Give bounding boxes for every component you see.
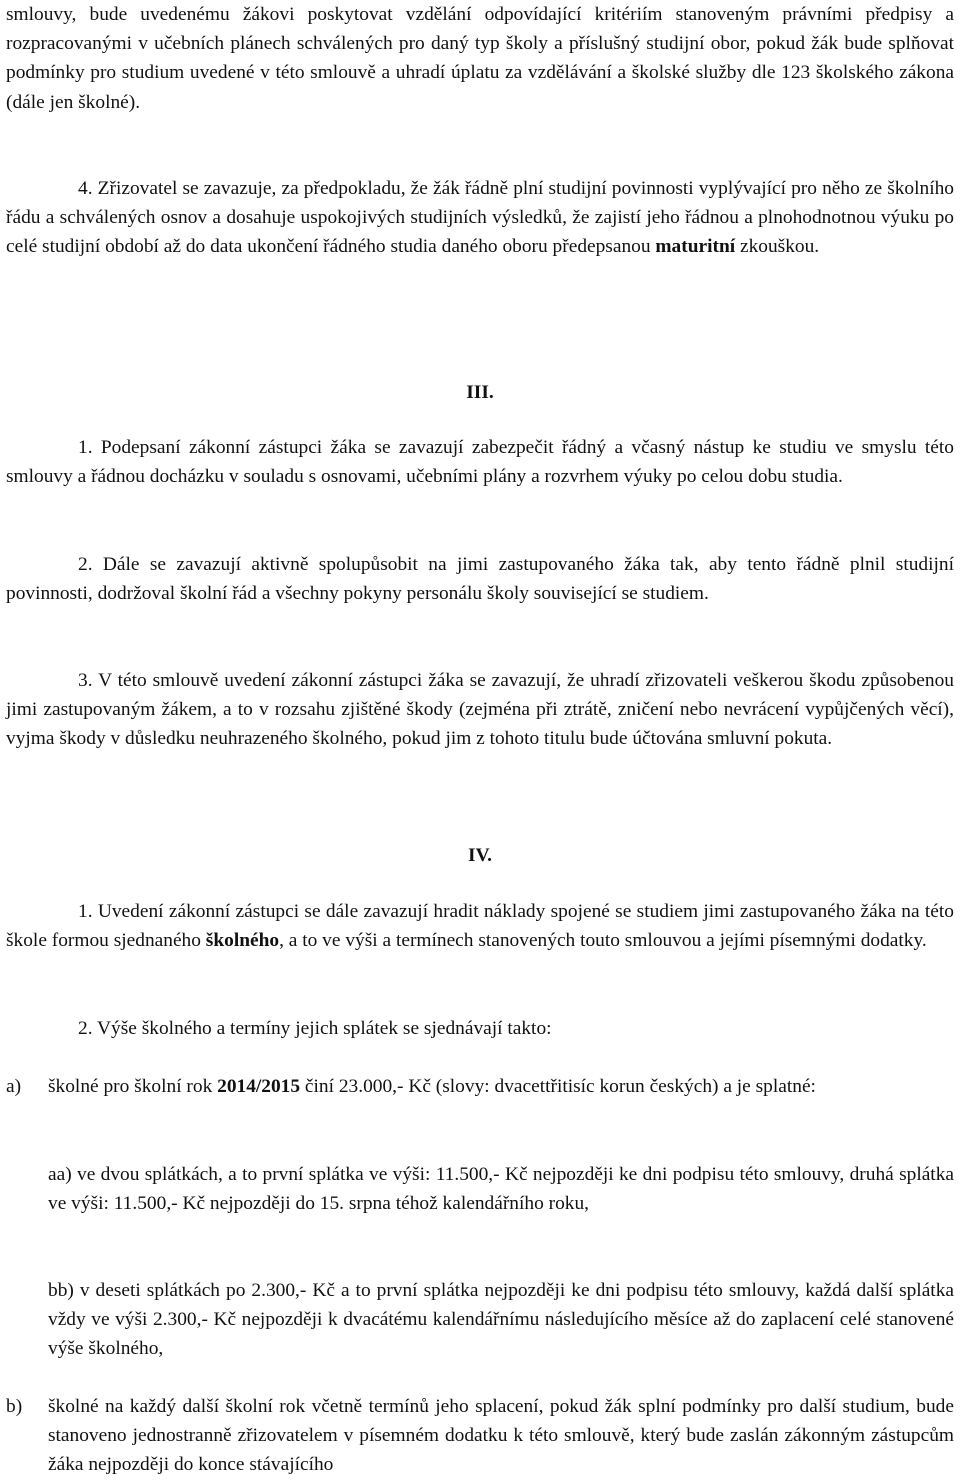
bold-school-year: 2014/2015 <box>217 1076 301 1097</box>
bold-term-maturitni: maturitní <box>655 236 736 258</box>
sub-item-bb: bb) v deseti splátkách po 2.300,- Kč a to první splátka nejpozději ke dni podpisu této smlouvy, každá další splátka vždy ve výši 2.300,- Kč nejpozději k dvacátému kalendářnímu následujícího měsíce až do zaplacení celé stanovené výše školného, <box>48 1280 954 1360</box>
paragraph-text: smlouvy, bude uvedenému žákovi poskytovat vzdělání odpovídající kritériím stanoveným právními předpisy a rozpracovanými v učebních plánech schválených pro daný typ školy a příslušný studijní obor, pokud žák bude splňovat podmínky pro studium uvedené v této smlouvě a uhradí úplatu za vzdělávání a školské služby dle 123 školského zákona (dále jen školné). <box>6 4 954 113</box>
section-iii-item-2: 2. Dále se zavazují aktivně spolupůsobit na jimi zastupovaného žáka tak, aby tento řádně plnil studijní povinnosti, dodržoval školní řád a všechny pokyny personálu školy související se studiem. <box>6 554 954 605</box>
list-item-body: školné pro školní rok 2014/2015 činí 23.000,- Kč (slovy: dvacettřitisíc korun českých) a je splatné: <box>48 1076 816 1097</box>
section-heading-iii: III. <box>466 382 494 403</box>
section-iv-item-1 <box>6 897 954 955</box>
paragraph-continuation <box>6 0 954 117</box>
paragraph-text: , a to ve výši a termínech stanovených touto smlouvou a jejími písemnými dodatky. <box>279 930 927 952</box>
section-iv-item-2: 2. Výše školného a termíny jejich splátek se sjednávají takto: <box>78 1018 552 1039</box>
bold-term-skolneho: školného <box>205 930 280 952</box>
list-item-a <box>6 1072 954 1101</box>
section-iii-item-3: 3. V této smlouvě uvedení zákonní zástupci žáka se zavazují, že uhradí zřizovateli veškerou škodu způsobenou jimi zastupovaným žákem, a to v rozsahu zjištěné škody (zejména při ztrátě, zničení nebo nevrácení vypůjčených věcí), vyjma škody v důsledku neuhrazeného školného, pokud jim z tohoto titulu bude účtována smluvní pokuta. <box>6 670 954 750</box>
section-heading-iv: IV. <box>468 845 492 866</box>
paragraph-text: zkouškou. <box>735 236 820 258</box>
list-item-body: školné na každý další školní rok včetně termínů jeho splacení, pokud žák splní podmínky pro další studium, bude stanoveno jednostranně zřizovatelem v písemném dodatku k této smlouvě, který bude zaslán zákonným zástupcům žáka nejpozději do konce stávajícího <box>48 1396 954 1476</box>
section-iii-item-1: 1. Podepsaní zákonní zástupci žáka se zavazují zabezpečit řádný a včasný nástup ke studiu ve smyslu této smlouvy a řádnou docházku v souladu s osnovami, učebními plány a rozvrhem výuky po celou dobu studia. <box>6 437 954 488</box>
sub-item-aa: aa) ve dvou splátkách, a to první splátka ve výši: 11.500,- Kč nejpozději ke dni podpisu této smlouvy, druhá splátka ve výši: 11.500,- Kč nejpozději do 15. srpna téhož kalendářního roku, <box>48 1164 954 1215</box>
paragraph-4 <box>6 174 954 262</box>
paragraph-text: 1. Uvedení zákonní zástupci se dále zavazují hradit náklady spojené se studiem jimi zastupovaného žáka na této škole formou sjednaného <box>6 901 954 952</box>
list-marker: a) <box>6 1076 22 1097</box>
list-item-b <box>6 1392 954 1480</box>
list-marker: b) <box>6 1396 23 1417</box>
paragraph-text: 4. Zřizovatel se zavazuje, za předpokladu, že žák řádně plní studijní povinnosti vyplývající pro něho ze školního řádu a schválených osnov a dosahuje uspokojivých studijních výsledků, že zajistí jeho řádnou a plnohodnotnou výuku po celé studijní období až do data ukončení řádného studia daného oboru předepsanou <box>6 178 954 258</box>
